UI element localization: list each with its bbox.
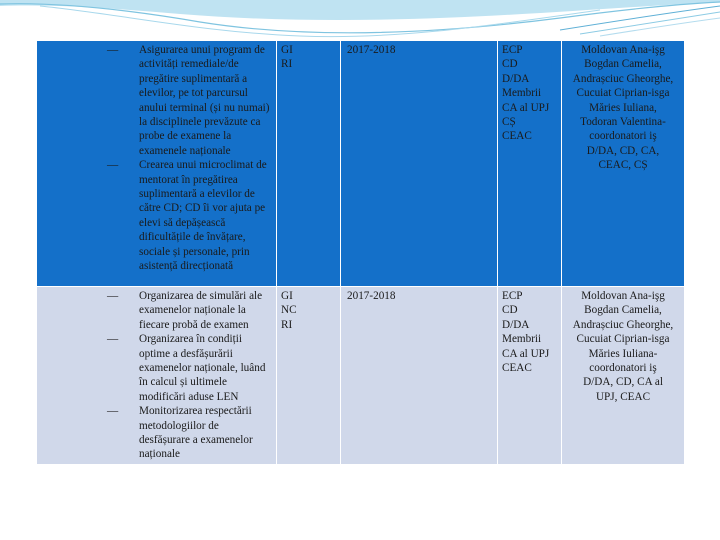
- resource: CȘ: [502, 116, 516, 129]
- code: NC: [281, 304, 297, 317]
- responsible-line: Bogdan Camelia,: [584, 304, 662, 317]
- resource: Membrii: [502, 87, 542, 100]
- resource: CEAC: [502, 130, 532, 143]
- responsible-line: Măries Iuliana,: [589, 101, 657, 114]
- responsible-line: Moldovan Ana-işg: [581, 290, 665, 302]
- resource: ECP: [502, 44, 523, 56]
- table-row: [37, 287, 685, 465]
- codes-cell: [277, 41, 341, 287]
- responsible-line: UPJ, CEAC: [595, 390, 651, 403]
- action-item: [107, 289, 272, 332]
- code: GI: [281, 290, 293, 302]
- resource: CA al UPJ: [502, 347, 550, 360]
- responsible-line: CEAC, CȘ: [598, 159, 648, 172]
- bullet-dash: —: [107, 159, 119, 172]
- action-item: [107, 404, 272, 462]
- responsible-line: Andrașciuc Gheorghe,: [572, 318, 674, 331]
- responsible-line: Cucuiat Ciprian-isga: [576, 333, 670, 346]
- actions-cell: [37, 41, 277, 287]
- resource: D/DA: [502, 72, 530, 85]
- action-item: [107, 158, 272, 273]
- responsible-cell: [562, 287, 685, 465]
- action-text: Organizarea de simulări ale examenelor naționale la fiecare probă de examen: [139, 290, 263, 331]
- resource: CD: [502, 304, 518, 317]
- resource: CD: [502, 58, 518, 71]
- action-item: [107, 43, 272, 158]
- responsible-line: D/DA, CD, CA al: [583, 376, 663, 389]
- responsible-line: Bogdan Camelia,: [584, 58, 662, 71]
- action-text: Asigurarea unui program de activități remediale/de pregătire suplimentară a elevilor, pe tot parcursul anului terminal (și nu numai) la disciplinele prevăzute ca probe de examene la examenele naționale: [139, 44, 270, 157]
- actions-cell: [37, 287, 277, 465]
- bullet-dash: —: [107, 290, 119, 302]
- resource: ECP: [502, 290, 523, 302]
- responsible-line: Moldovan Ana-işg: [581, 44, 665, 56]
- bullet-dash: —: [107, 333, 119, 346]
- resources-cell: [498, 287, 562, 465]
- responsible-cell: [562, 41, 685, 287]
- code: RI: [281, 318, 293, 331]
- action-item: [107, 332, 272, 404]
- action-plan-table: [36, 40, 685, 465]
- responsible-line: Cucuiat Ciprian-isga: [576, 87, 670, 100]
- action-text: Monitorizarea respectării metodologiilor de desfășurare a examenelor naționale: [139, 405, 253, 461]
- resource: CA al UPJ: [502, 101, 550, 114]
- responsible-line: D/DA, CD, CA,: [586, 144, 660, 157]
- responsible-line: Măries Iuliana-: [588, 347, 658, 360]
- table-row: [37, 41, 685, 287]
- responsible-line: Todoran Valentina-: [580, 116, 666, 129]
- resource: D/DA: [502, 318, 530, 331]
- resource: Membrii: [502, 333, 542, 346]
- codes-cell: [277, 287, 341, 465]
- action-text: Organizarea în condiții optime a desfășurării examenelor naționale, luând în calcul și ultimele modificări aduse LEN: [139, 333, 266, 403]
- responsible-line: Andrașciuc Gheorghe,: [572, 72, 674, 85]
- code: GI: [281, 44, 293, 56]
- resource: CEAC: [502, 362, 532, 375]
- period: 2017-2018: [347, 44, 396, 56]
- responsible-line: coordonatori iş: [589, 130, 657, 143]
- code: RI: [281, 58, 293, 71]
- responsible-line: coordonatori iş: [589, 362, 657, 375]
- bullet-dash: —: [107, 405, 119, 418]
- bullet-dash: —: [107, 44, 119, 56]
- action-text: Crearea unui microclimat de mentorat în pregătirea suplimentară a elevilor de către CD; CD îi vor ajuta pe elevi să depășească dificultățile de învățare, sociale și personale, prin asistență direcționată: [139, 159, 267, 273]
- period: 2017-2018: [347, 290, 396, 302]
- period-cell: [341, 287, 498, 465]
- period-cell: [341, 41, 498, 287]
- resources-cell: [498, 41, 562, 287]
